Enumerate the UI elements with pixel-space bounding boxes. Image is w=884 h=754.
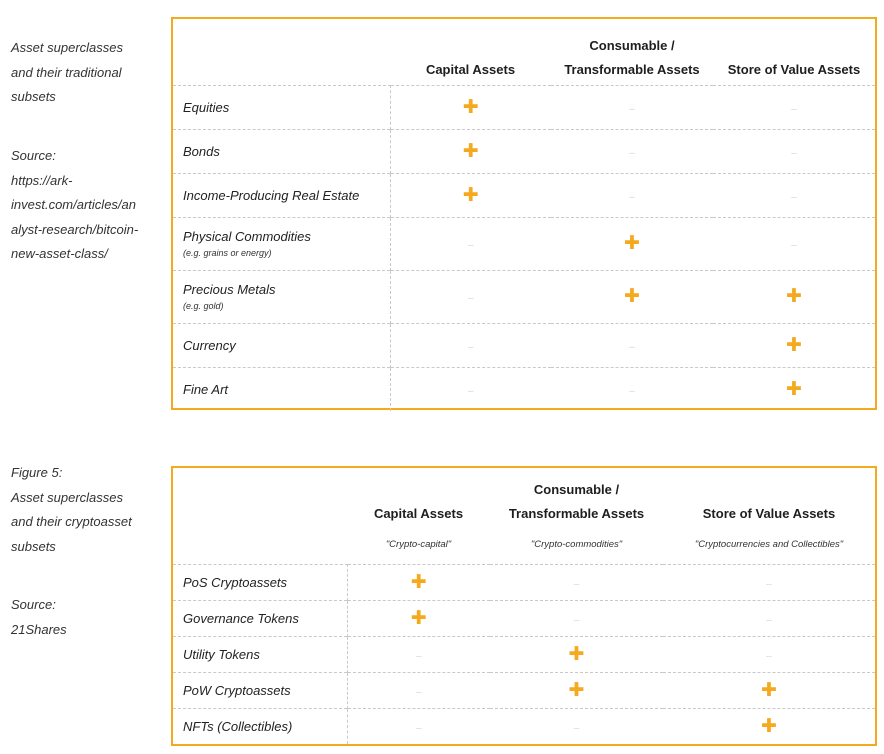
row-label [173,129,390,173]
row-label [173,367,390,411]
table-row [173,708,875,744]
table-row [173,173,875,217]
cell-store [713,129,875,173]
header-description: "Crypto-capital" [385,539,452,550]
row-label-text: Bonds [183,143,220,159]
crypto-assets-table [171,466,877,746]
cell-store [713,367,875,411]
plus-icon: ✚ [410,571,427,593]
row-label-text: PoS Cryptoassets [183,574,288,590]
cell-consumable [490,672,663,708]
cell-capital [347,564,490,600]
caption-line: subsets [11,538,56,554]
dash-icon: – [629,341,635,353]
caption-line: Figure 5: [11,465,63,480]
plus-icon: ✚ [786,286,802,307]
row-label-text: Fine Art [183,381,229,397]
dash-icon: – [415,722,422,734]
cell-store [713,270,875,323]
header-category [173,468,347,564]
plus-icon: ✚ [462,96,479,118]
header-category [173,19,390,85]
dash-icon: – [415,686,422,698]
dash-icon: – [791,191,797,203]
dash-icon: – [766,614,772,626]
plus-icon: ✚ [761,715,777,737]
caption-line: subsets [11,89,56,104]
row-label-note: (e.g. gold) [183,300,224,311]
caption-line: Asset superclasses [11,40,123,55]
dash-icon: – [791,103,797,115]
table-row [173,564,875,600]
cell-consumable [490,708,663,744]
cell-consumable [490,600,663,636]
source-line: https://ark- [11,172,73,188]
header-description: "Crypto-commodities" [530,539,623,550]
dash-icon: – [467,385,474,397]
source-line: alyst-research/bitcoin- [11,221,139,237]
source-line: new-asset-class/ [11,246,108,261]
table-row [173,636,875,672]
row-label-text: Precious Metals [183,281,276,297]
cell-consumable [551,323,713,367]
row-label-text: Physical Commodities [183,228,311,244]
dash-icon: – [629,191,635,203]
table-row [173,600,875,636]
cell-capital [390,367,551,411]
row-label [173,323,390,367]
dash-icon: – [573,722,580,734]
plus-icon: ✚ [568,679,585,701]
plus-icon: ✚ [568,643,585,665]
cell-store [663,672,875,708]
header-store-of-value: Store of Value Assets "Cryptocurrencies and Collectibles" [663,468,875,564]
row-label-note: (e.g. grains or energy) [183,247,272,258]
plus-icon: ✚ [462,184,479,206]
cell-consumable [490,564,663,600]
source-line: invest.com/articles/an [11,197,136,212]
cell-capital [347,636,490,672]
cell-consumable [490,636,663,672]
cell-store [713,217,875,270]
row-label [173,672,347,708]
cell-store [713,173,875,217]
cell-consumable [551,217,713,270]
table-row [173,85,875,129]
table-row [173,672,875,708]
cell-capital [347,708,490,744]
plus-icon: ✚ [410,607,427,629]
cell-capital [390,85,551,129]
row-label [173,270,390,323]
dash-icon: – [467,341,474,353]
row-label-text: Utility Tokens [183,646,260,662]
dash-icon: – [766,650,772,662]
row-label-text: Currency [183,337,236,353]
plus-icon: ✚ [786,378,802,400]
row-label [173,636,347,672]
row-label [173,564,347,600]
dash-icon: – [415,650,422,662]
row-label [173,708,347,744]
plus-icon: ✚ [786,334,802,356]
cell-store [663,564,875,600]
row-label [173,85,390,129]
cell-capital [390,173,551,217]
cell-store [663,708,875,744]
cell-consumable [551,85,713,129]
dash-icon: – [573,614,580,626]
cell-capital [390,217,551,270]
source-traditional [11,144,138,267]
plus-icon: ✚ [761,679,777,701]
caption-traditional [11,36,123,110]
plus-icon: ✚ [624,286,640,307]
plus-icon: ✚ [624,233,640,254]
cell-capital [390,270,551,323]
cell-capital [347,600,490,636]
source-line: 21Shares [11,621,67,637]
table-row [173,217,875,270]
dash-icon: – [766,578,772,590]
dash-icon: – [791,240,797,251]
cell-consumable [551,367,713,411]
row-label [173,173,390,217]
cell-store [663,636,875,672]
row-label-text: Income-Producing Real Estate [183,187,360,203]
row-label-text: NFTs (Collectibles) [183,718,293,734]
cell-consumable [551,129,713,173]
header-store-of-value: Store of Value Assets [727,61,861,77]
source-line: Source: [11,148,56,163]
table-row [173,270,875,323]
caption-line: and their traditional [11,64,122,80]
caption-line: and their cryptoasset [11,514,132,529]
table-header-row [173,19,875,85]
cell-store [713,323,875,367]
row-label-text: Governance Tokens [183,610,299,626]
cell-capital [347,672,490,708]
caption-crypto [11,461,132,559]
dash-icon: – [629,147,635,159]
dash-icon: – [467,240,474,251]
header-consumable-assets: Consumable / Transformable Assets [564,37,700,77]
source-crypto [11,593,67,642]
row-label-text: Equities [183,99,230,115]
cell-store [663,600,875,636]
table-row [173,129,875,173]
cell-consumable [551,173,713,217]
caption-line: Asset superclasses [11,489,123,505]
traditional-assets-table [171,17,877,410]
cell-capital [390,323,551,367]
header-description: "Cryptocurrencies and Collectibles" [694,539,844,550]
cell-consumable [551,270,713,323]
dash-icon: – [573,578,580,590]
cell-store [713,85,875,129]
row-label [173,217,390,270]
dash-icon: – [629,103,635,115]
header-capital-assets: Capital Assets "Crypto-capital" [347,468,490,564]
table-header-row [173,468,875,564]
cell-capital [390,129,551,173]
plus-icon: ✚ [462,140,479,162]
dash-icon: – [791,147,797,159]
header-consumable-assets: Consumable / Transformable Assets "Crypto-commodities" [490,468,663,564]
dash-icon: – [629,385,635,397]
source-line: Source: [11,597,56,612]
table-row [173,323,875,367]
row-label [173,600,347,636]
dash-icon: – [467,293,474,304]
table-row [173,367,875,411]
row-label-text: PoW Cryptoassets [183,682,291,698]
header-capital-assets: Capital Assets [425,61,516,77]
